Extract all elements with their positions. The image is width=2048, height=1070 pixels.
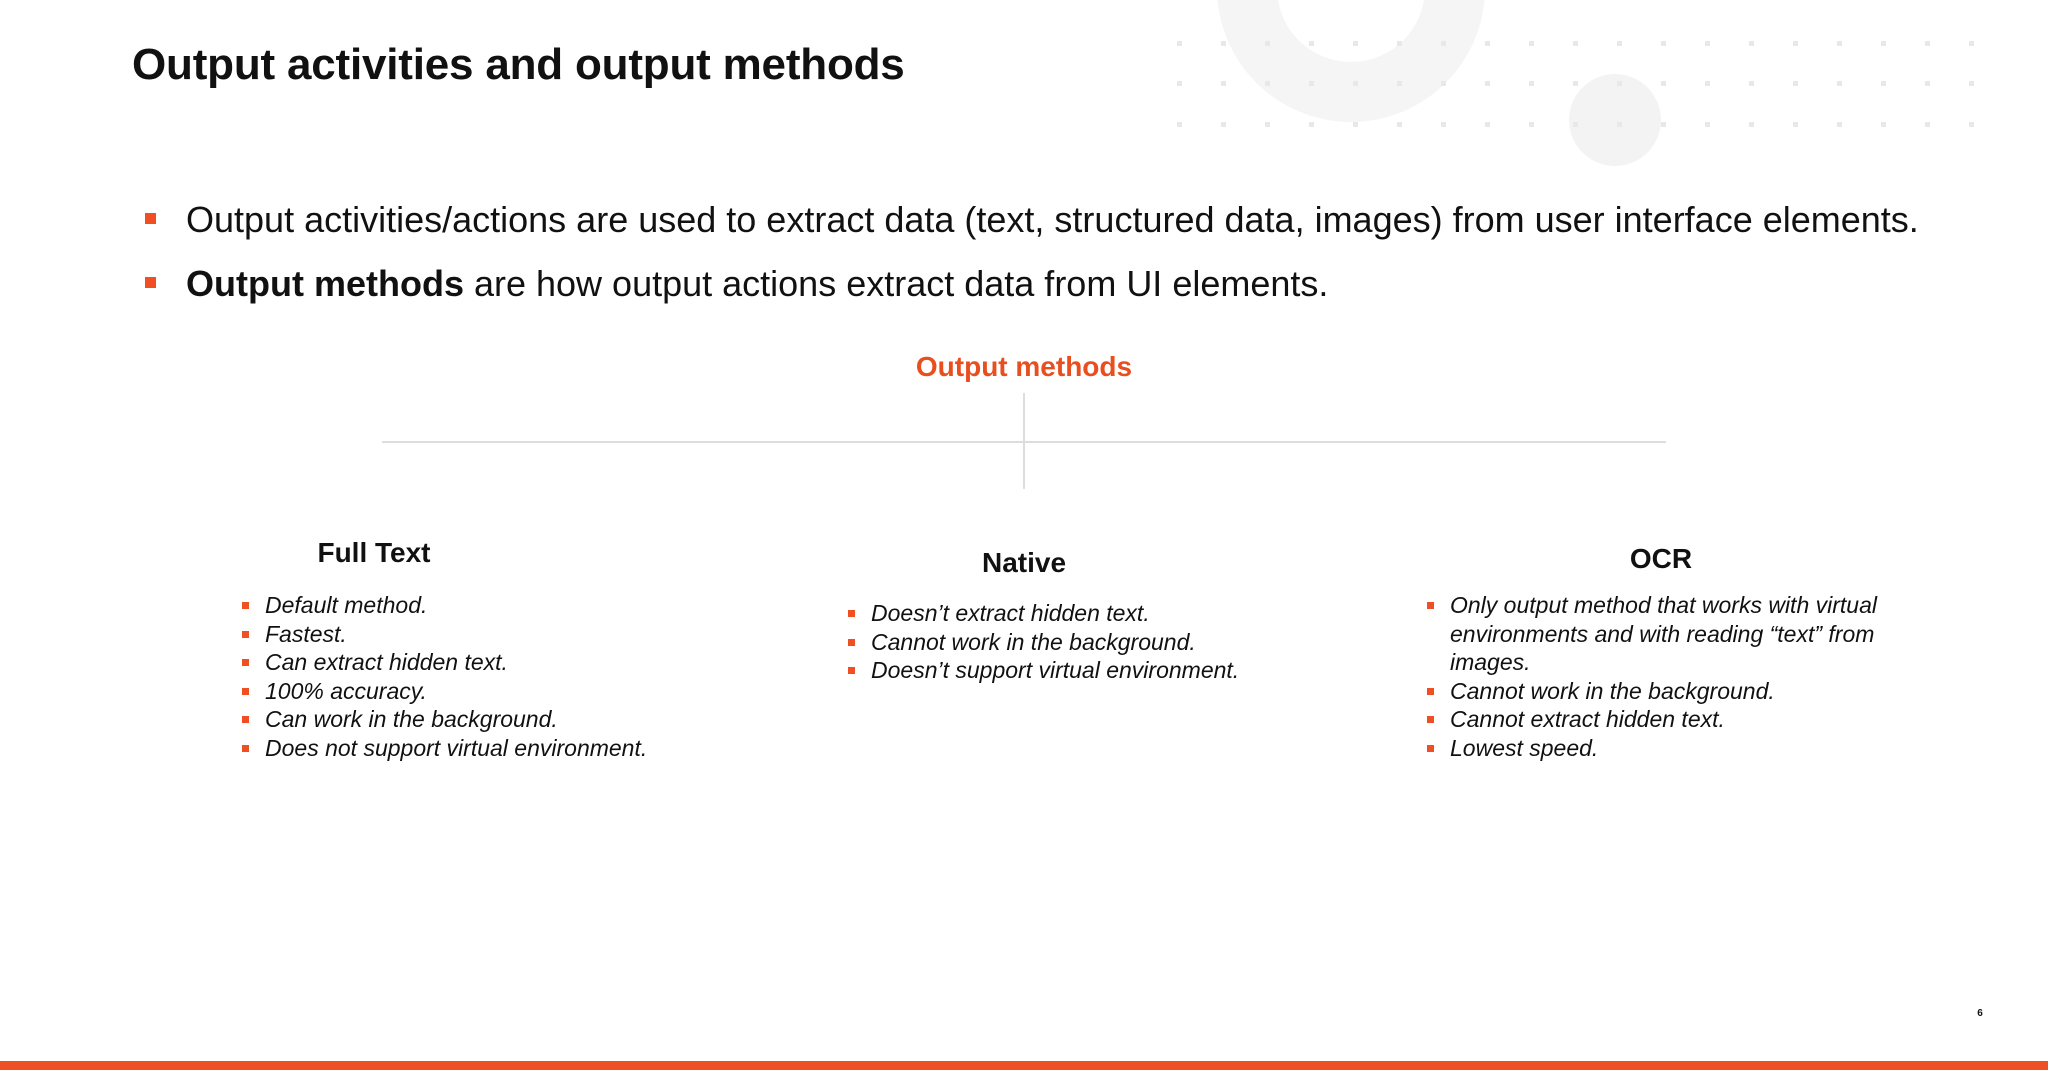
decorative-dot bbox=[1881, 41, 1886, 46]
decorative-dot bbox=[1925, 41, 1930, 46]
decorative-dot bbox=[1397, 81, 1402, 86]
method-item-text: Cannot work in the background. bbox=[871, 628, 1196, 655]
intro-bullet-output-methods bbox=[142, 260, 1962, 308]
decorative-dot bbox=[1793, 41, 1798, 46]
method-list-item bbox=[1425, 734, 1930, 763]
decorative-dot bbox=[1485, 122, 1490, 127]
intro-bullet-list bbox=[142, 196, 1962, 324]
diagram-heading: Output methods bbox=[915, 351, 1133, 382]
method-item-text: 100% accuracy. bbox=[265, 677, 427, 704]
decorative-dot-grid bbox=[1177, 41, 1974, 127]
decorative-dot bbox=[1485, 81, 1490, 86]
decorative-dot bbox=[1793, 81, 1798, 86]
decorative-dot bbox=[1793, 122, 1798, 127]
decorative-dot bbox=[1177, 41, 1182, 46]
square-bullet-icon bbox=[242, 631, 249, 638]
decorative-dot bbox=[1573, 41, 1578, 46]
decorative-dot bbox=[1661, 81, 1666, 86]
method-list-item bbox=[240, 648, 710, 677]
decorative-dot bbox=[1485, 41, 1490, 46]
square-bullet-icon bbox=[242, 659, 249, 666]
decorative-dot bbox=[1265, 122, 1270, 127]
square-bullet-icon bbox=[242, 716, 249, 723]
decorative-dot bbox=[1353, 41, 1358, 46]
decorative-dot bbox=[1573, 122, 1578, 127]
decorative-dot bbox=[1837, 122, 1842, 127]
method-item-text: Cannot work in the background. bbox=[1450, 677, 1775, 704]
square-bullet-icon bbox=[848, 610, 855, 617]
decorative-dot bbox=[1749, 81, 1754, 86]
decorative-dot bbox=[1617, 122, 1622, 127]
square-bullet-icon bbox=[145, 277, 156, 288]
column-title-full-text: Full Text bbox=[317, 537, 431, 568]
decorative-dot bbox=[1925, 122, 1930, 127]
page-title: Output activities and output methods bbox=[132, 40, 905, 89]
decorative-dot bbox=[1529, 81, 1534, 86]
decorative-dot bbox=[1529, 41, 1534, 46]
decorative-dot bbox=[1221, 122, 1226, 127]
decorative-dot bbox=[1749, 122, 1754, 127]
decorative-dot bbox=[1309, 81, 1314, 86]
decorative-dot bbox=[1309, 122, 1314, 127]
square-bullet-icon bbox=[242, 688, 249, 695]
decorative-dot bbox=[1177, 81, 1182, 86]
native-method-list bbox=[846, 599, 1326, 685]
method-item-text: Can extract hidden text. bbox=[265, 649, 508, 675]
decorative-dot bbox=[1837, 41, 1842, 46]
decorative-dot bbox=[1705, 81, 1710, 86]
square-bullet-icon bbox=[1427, 745, 1434, 752]
method-item-text: Doesn’t extract hidden text. bbox=[871, 600, 1150, 626]
method-list-item bbox=[240, 734, 710, 763]
decorative-dot bbox=[1705, 122, 1710, 127]
method-item-text: Fastest. bbox=[265, 620, 347, 647]
decorative-dot bbox=[1969, 81, 1974, 86]
square-bullet-icon bbox=[1427, 716, 1434, 723]
decorative-dot bbox=[1617, 81, 1622, 86]
decorative-dot bbox=[1881, 81, 1886, 86]
decorative-dot bbox=[1309, 41, 1314, 46]
decorative-dot bbox=[1705, 41, 1710, 46]
decorative-dot bbox=[1221, 41, 1226, 46]
square-bullet-icon bbox=[145, 213, 156, 224]
intro-bullet-text: are how output actions extract data from UI elements. bbox=[463, 263, 1329, 304]
decorative-dot bbox=[1265, 81, 1270, 86]
method-list-item bbox=[1425, 705, 1930, 734]
square-bullet-icon bbox=[1427, 688, 1434, 695]
method-item-text: Lowest speed. bbox=[1450, 734, 1599, 761]
method-list-item bbox=[846, 628, 1326, 657]
method-item-text: Default method. bbox=[265, 592, 428, 618]
decorative-dot bbox=[1969, 41, 1974, 46]
decorative-dot bbox=[1925, 81, 1930, 86]
square-bullet-icon bbox=[1427, 602, 1434, 609]
column-title-ocr: OCR bbox=[1629, 543, 1693, 574]
decorative-dot bbox=[1221, 81, 1226, 86]
decorative-dot bbox=[1881, 122, 1886, 127]
full-text-method-list bbox=[240, 591, 710, 762]
decorative-dot bbox=[1617, 41, 1622, 46]
decorative-dot bbox=[1397, 41, 1402, 46]
decorative-dot bbox=[1529, 122, 1534, 127]
column-title-native: Native bbox=[981, 547, 1067, 578]
square-bullet-icon bbox=[242, 745, 249, 752]
decorative-dot bbox=[1265, 41, 1270, 46]
decorative-circles bbox=[1217, 0, 1661, 166]
method-list-item bbox=[1425, 591, 1930, 677]
decorative-dot bbox=[1837, 81, 1842, 86]
background-decoration bbox=[0, 0, 2048, 200]
method-item-text: Doesn’t support virtual environment. bbox=[871, 657, 1240, 683]
method-item-text: Only output method that works with virtual environments and with reading “text” from images. bbox=[1450, 592, 1877, 675]
ocr-method-list bbox=[1425, 591, 1930, 762]
square-bullet-icon bbox=[242, 602, 249, 609]
method-list-item bbox=[240, 620, 710, 649]
square-bullet-icon bbox=[848, 639, 855, 646]
diagram-horizontal-connector bbox=[382, 441, 1666, 443]
decorative-dot bbox=[1749, 41, 1754, 46]
method-item-text: Can work in the background. bbox=[265, 706, 558, 732]
square-bullet-icon bbox=[848, 667, 855, 674]
page-number: 6 bbox=[1977, 1008, 1983, 1019]
method-item-text: Does not support virtual environment. bbox=[265, 734, 648, 761]
decorative-dot bbox=[1661, 41, 1666, 46]
method-item-text: Cannot extract hidden text. bbox=[1450, 706, 1725, 732]
bottom-accent-bar bbox=[0, 1061, 2048, 1070]
method-list-item bbox=[846, 656, 1326, 685]
decorative-dot bbox=[1441, 81, 1446, 86]
decorative-dot bbox=[1353, 81, 1358, 86]
intro-bullet-bold-text: Output methods bbox=[186, 263, 464, 304]
decorative-dot bbox=[1397, 122, 1402, 127]
method-list-item bbox=[846, 599, 1326, 628]
method-list-item bbox=[240, 705, 710, 734]
intro-bullet-text: Output activities/actions are used to extract data (text, structured data, images) from user interface elements. bbox=[186, 199, 1919, 240]
decorative-dot bbox=[1441, 41, 1446, 46]
method-list-item bbox=[1425, 677, 1930, 706]
method-list-item bbox=[240, 677, 710, 706]
intro-bullet-output-activities bbox=[142, 196, 1962, 244]
decorative-dot bbox=[1573, 81, 1578, 86]
decorative-dot bbox=[1969, 122, 1974, 127]
decorative-dot bbox=[1177, 122, 1182, 127]
decorative-dot bbox=[1661, 122, 1666, 127]
decorative-dot bbox=[1353, 122, 1358, 127]
decorative-dot bbox=[1441, 122, 1446, 127]
method-list-item bbox=[240, 591, 710, 620]
